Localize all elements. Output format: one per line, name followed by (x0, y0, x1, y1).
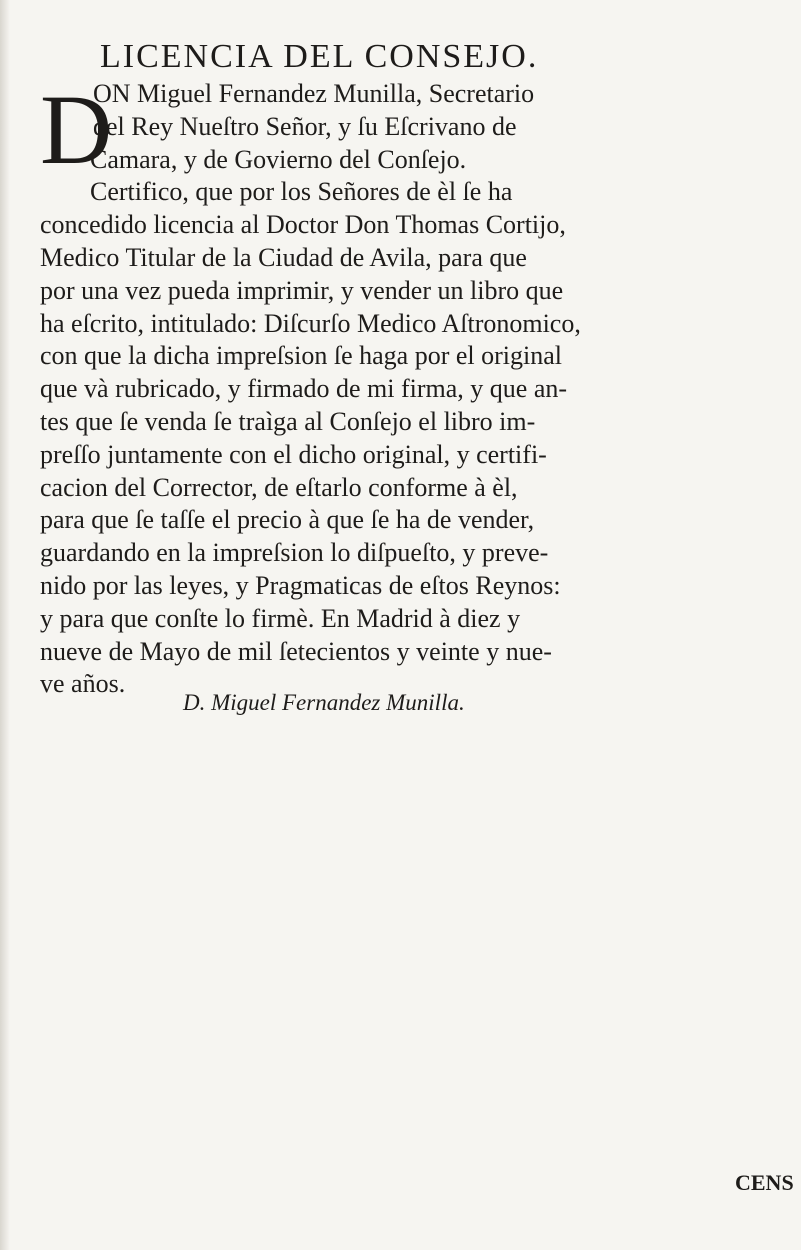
signature-line: D. Miguel Fernandez Munilla. (183, 690, 465, 715)
text-line: nueve de Mayo de mil ſetecientos y veinte y nue- (40, 636, 552, 666)
text-line: Medico Titular de la Ciudad de Avila, para que (40, 242, 527, 272)
text-line: del Rey Nueſtro Señor, y ſu Eſcrivano de (93, 111, 517, 141)
drop-cap: D (40, 74, 113, 185)
text-line: ha eſcrito, intitulado: Diſcurſo Medico Aſtronomico, (40, 308, 581, 338)
license-text (40, 74, 660, 701)
text-line: Certifico, que por los Señores de èl ſe ha (90, 177, 513, 207)
catchword: CENS (735, 1170, 794, 1195)
page-edge (0, 0, 10, 1250)
text-line: tes que ſe venda ſe traìga al Conſejo el libro im- (40, 406, 536, 436)
page-heading: LICENCIA DEL CONSEJO. (100, 38, 539, 75)
text-line: concedido licencia al Doctor Don Thomas Cortijo, (40, 210, 566, 240)
text-line: nido por las leyes, y Pragmaticas de eſtos Reynos: (40, 570, 561, 600)
text-line: ON Miguel Fernandez Munilla, Secretario (93, 79, 535, 108)
text-line: para que ſe taſſe el precio à que ſe ha de vender, (40, 505, 535, 535)
text-line: Camara, y de Govierno del Conſejo. (90, 144, 467, 174)
text-line: cacion del Corrector, de eſtarlo conforme à èl, (40, 472, 518, 502)
text-line: preſſo juntamente con el dicho original, y certifi- (40, 439, 547, 469)
text-line: guardando en la impreſsion lo diſpueſto, y preve- (40, 538, 549, 568)
text-line: con que la dicha impreſsion ſe haga por el original (40, 341, 562, 371)
text-line: que và rubricado, y firmado de mi firma, y que an- (40, 374, 568, 404)
text-line: por una vez pueda imprimir, y vender un libro que (40, 275, 564, 305)
text-line: ve años. (40, 669, 126, 699)
text-line: y para que conſte lo firmè. En Madrid à diez y (40, 603, 521, 633)
